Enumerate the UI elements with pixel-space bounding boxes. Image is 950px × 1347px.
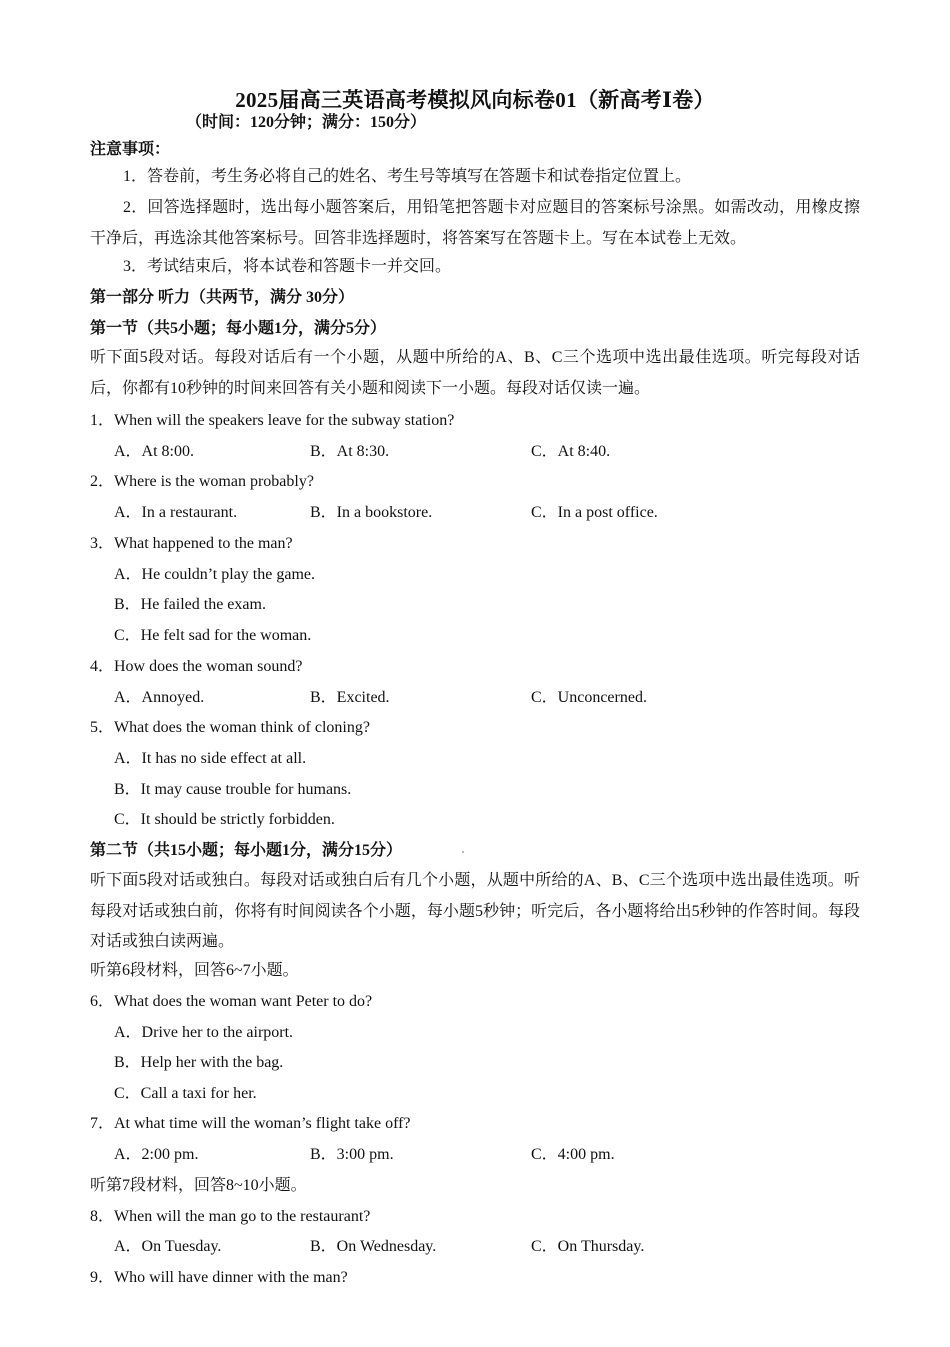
option-c: C．It should be strictly forbidden. <box>114 811 335 828</box>
option-b: B．At 8:30. <box>310 443 390 460</box>
option-c: C．At 8:40. <box>531 443 611 460</box>
option-b: B．He failed the exam. <box>114 596 266 613</box>
option-b: B．3:00 pm. <box>310 1146 394 1163</box>
note-item: 2．回答选择题时，选出每小题答案后，用铅笔把答题卡对应题目的答案标号涂黑。如需改动，用橡皮擦干净后，再选涂其他答案标号。回答非选择题时，将答案写在答题卡上。写在本试卷上无效。 <box>90 199 860 247</box>
option-b: B．It may cause trouble for humans. <box>114 781 352 798</box>
option-a: A．At 8:00. <box>114 443 195 460</box>
option-a: A．On Tuesday. <box>114 1238 222 1255</box>
question-stem: 3．What happened to the man? <box>90 535 293 552</box>
option-b: B．Excited. <box>310 689 390 706</box>
option-a: A．In a restaurant. <box>114 504 238 521</box>
question-stem: 7．At what time will the woman’s flight take off? <box>90 1115 411 1132</box>
question-stem: 5．What does the woman think of cloning? <box>90 719 370 736</box>
option-c: C．Unconcerned. <box>531 689 647 706</box>
option-c: C．4:00 pm. <box>531 1146 615 1163</box>
question-stem: 2．Where is the woman probably? <box>90 473 314 490</box>
note-item: 3．考试结束后，将本试卷和答题卡一并交回。 <box>123 258 452 275</box>
option-c: C．On Thursday. <box>531 1238 645 1255</box>
note-item: 1．答卷前，考生务必将自己的姓名、考生号等填写在答题卡和试卷指定位置上。 <box>123 168 692 185</box>
question-stem: 1．When will the speakers leave for the subway station? <box>90 412 455 429</box>
part1-heading: 第一部分 听力（共两节，满分 30分） <box>90 289 355 306</box>
material-note: 听第6段材料，回答6~7小题。 <box>90 962 299 979</box>
option-c: C．In a post office. <box>531 504 658 521</box>
section2-heading: 第二节（共15小题；每小题1分，满分15分） <box>90 842 403 859</box>
option-c: C．Call a taxi for her. <box>114 1085 257 1102</box>
question-stem: 9．Who will have dinner with the man? <box>90 1269 348 1286</box>
option-a: A．Drive her to the airport. <box>114 1024 294 1041</box>
question-stem: 4．How does the woman sound? <box>90 658 303 675</box>
option-a: A．Annoyed. <box>114 689 205 706</box>
notes-heading: 注意事项： <box>90 141 171 158</box>
page-subtitle: （时间：120分钟；满分：150分） <box>186 114 427 131</box>
page-title: 2025届高三英语高考模拟风向标卷01（新高考Ⅰ卷） <box>235 88 715 112</box>
material-note: 听第7段材料，回答8~10小题。 <box>90 1177 307 1194</box>
section1-heading: 第一节（共5小题；每小题1分，满分5分） <box>90 320 387 337</box>
option-b: B．In a bookstore. <box>310 504 433 521</box>
stray-mark <box>462 851 464 853</box>
option-c: C．He felt sad for the woman. <box>114 627 312 644</box>
option-a: A．He couldn’t play the game. <box>114 566 315 583</box>
option-b: B．Help her with the bag. <box>114 1054 284 1071</box>
option-b: B．On Wednesday. <box>310 1238 437 1255</box>
question-stem: 8．When will the man go to the restaurant? <box>90 1208 371 1225</box>
section2-instructions: 听下面5段对话或独白。每段对话或独白后有几个小题，从题中所给的A、B、C三个选项中选出最佳选项。听每段对话或独白前，你将有时间阅读各个小题，每小题5秒钟；听完后，各小题将给出5秒钟的作答时间。每段对话或独白读两遍。 <box>90 872 860 950</box>
section1-instructions: 听下面5段对话。每段对话后有一个小题，从题中所给的A、B、C三个选项中选出最佳选项。听完每段对话后，你都有10秒钟的时间来回答有关小题和阅读下一小题。每段对话仅读一遍。 <box>90 349 860 397</box>
option-a: A．2:00 pm. <box>114 1146 199 1163</box>
option-a: A．It has no side effect at all. <box>114 750 307 767</box>
question-stem: 6．What does the woman want Peter to do? <box>90 993 373 1010</box>
